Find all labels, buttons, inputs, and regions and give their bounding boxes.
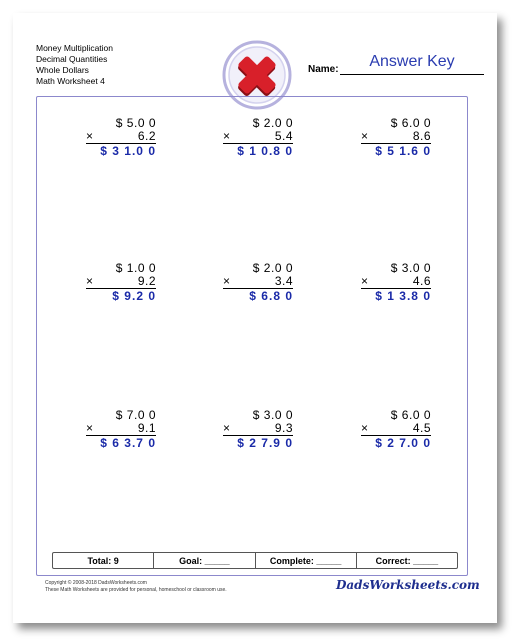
copyright-line-1: Copyright © 2008-2018 DadsWorksheets.com [45, 580, 147, 586]
problem-top: $ 6.0 0 [390, 116, 431, 130]
header-line-4: Math Worksheet 4 [36, 76, 105, 86]
problem-top: $ 3.0 0 [252, 408, 293, 422]
problem-top: $ 1.0 0 [115, 261, 156, 275]
problem [223, 409, 293, 450]
problem [86, 117, 156, 158]
problem-answer: $ 9.2 0 [112, 289, 156, 303]
times-operator: × [361, 274, 369, 288]
problem-answer: $ 6 3.7 0 [100, 436, 156, 450]
problem-factor: 8.6 [412, 129, 431, 143]
problem-top: $ 7.0 0 [115, 408, 156, 422]
times-operator: × [361, 129, 369, 143]
problem-answer: $ 1 0.8 0 [237, 144, 293, 158]
name-line [340, 74, 484, 75]
problem-top: $ 6.0 0 [390, 408, 431, 422]
problem-factor: 5.4 [274, 129, 293, 143]
header-line-3: Whole Dollars [36, 65, 89, 75]
goal-cell: Goal: _____ [154, 553, 255, 568]
copyright-line-2: These Math Worksheets are provided for personal, homeschool or classroom use. [45, 587, 227, 593]
times-operator: × [86, 129, 94, 143]
problem-factor: 9.3 [274, 421, 293, 435]
problems-frame [36, 96, 468, 576]
worksheet-header [36, 43, 113, 87]
problem-top: $ 3.0 0 [390, 261, 431, 275]
times-operator: × [86, 274, 94, 288]
times-operator: × [223, 421, 231, 435]
copyright-notice [45, 580, 227, 594]
problem [361, 262, 431, 303]
name-label: Name: [308, 64, 339, 75]
problem-factor: 9.2 [137, 274, 156, 288]
problem-factor: 9.1 [137, 421, 156, 435]
problem [223, 117, 293, 158]
problem-answer: $ 2 7.0 0 [375, 436, 431, 450]
complete-cell: Complete: _____ [256, 553, 357, 568]
answer-key-title: Answer Key [369, 53, 455, 70]
problem-factor: 4.5 [412, 421, 431, 435]
problem-factor: 3.4 [274, 274, 293, 288]
problem [361, 117, 431, 158]
times-operator: × [86, 421, 94, 435]
problem [223, 262, 293, 303]
problem-top: $ 5.0 0 [115, 116, 156, 130]
problem-answer: $ 1 3.8 0 [375, 289, 431, 303]
times-operator: × [361, 421, 369, 435]
times-operator: × [223, 129, 231, 143]
problem [361, 409, 431, 450]
problem-answer: $ 2 7.9 0 [237, 436, 293, 450]
problem-answer: $ 6.8 0 [249, 289, 293, 303]
correct-cell: Correct: _____ [375, 555, 439, 566]
problem-top: $ 2.0 0 [252, 116, 293, 130]
header-line-1: Money Multiplication [36, 43, 114, 53]
problem-factor: 6.2 [137, 129, 156, 143]
times-operator: × [223, 274, 231, 288]
problem-top: $ 2.0 0 [252, 261, 293, 275]
problem-answer: $ 3 1.0 0 [100, 144, 156, 158]
site-logo: DadsWorksheets.com [336, 578, 480, 592]
problem [86, 262, 156, 303]
total-cell: Total: 9 [53, 553, 154, 568]
problem-factor: 4.6 [412, 274, 431, 288]
header-line-2: Decimal Quantities [36, 54, 108, 64]
problem-answer: $ 5 1.6 0 [375, 144, 431, 158]
problem [86, 409, 156, 450]
score-box [52, 552, 458, 569]
